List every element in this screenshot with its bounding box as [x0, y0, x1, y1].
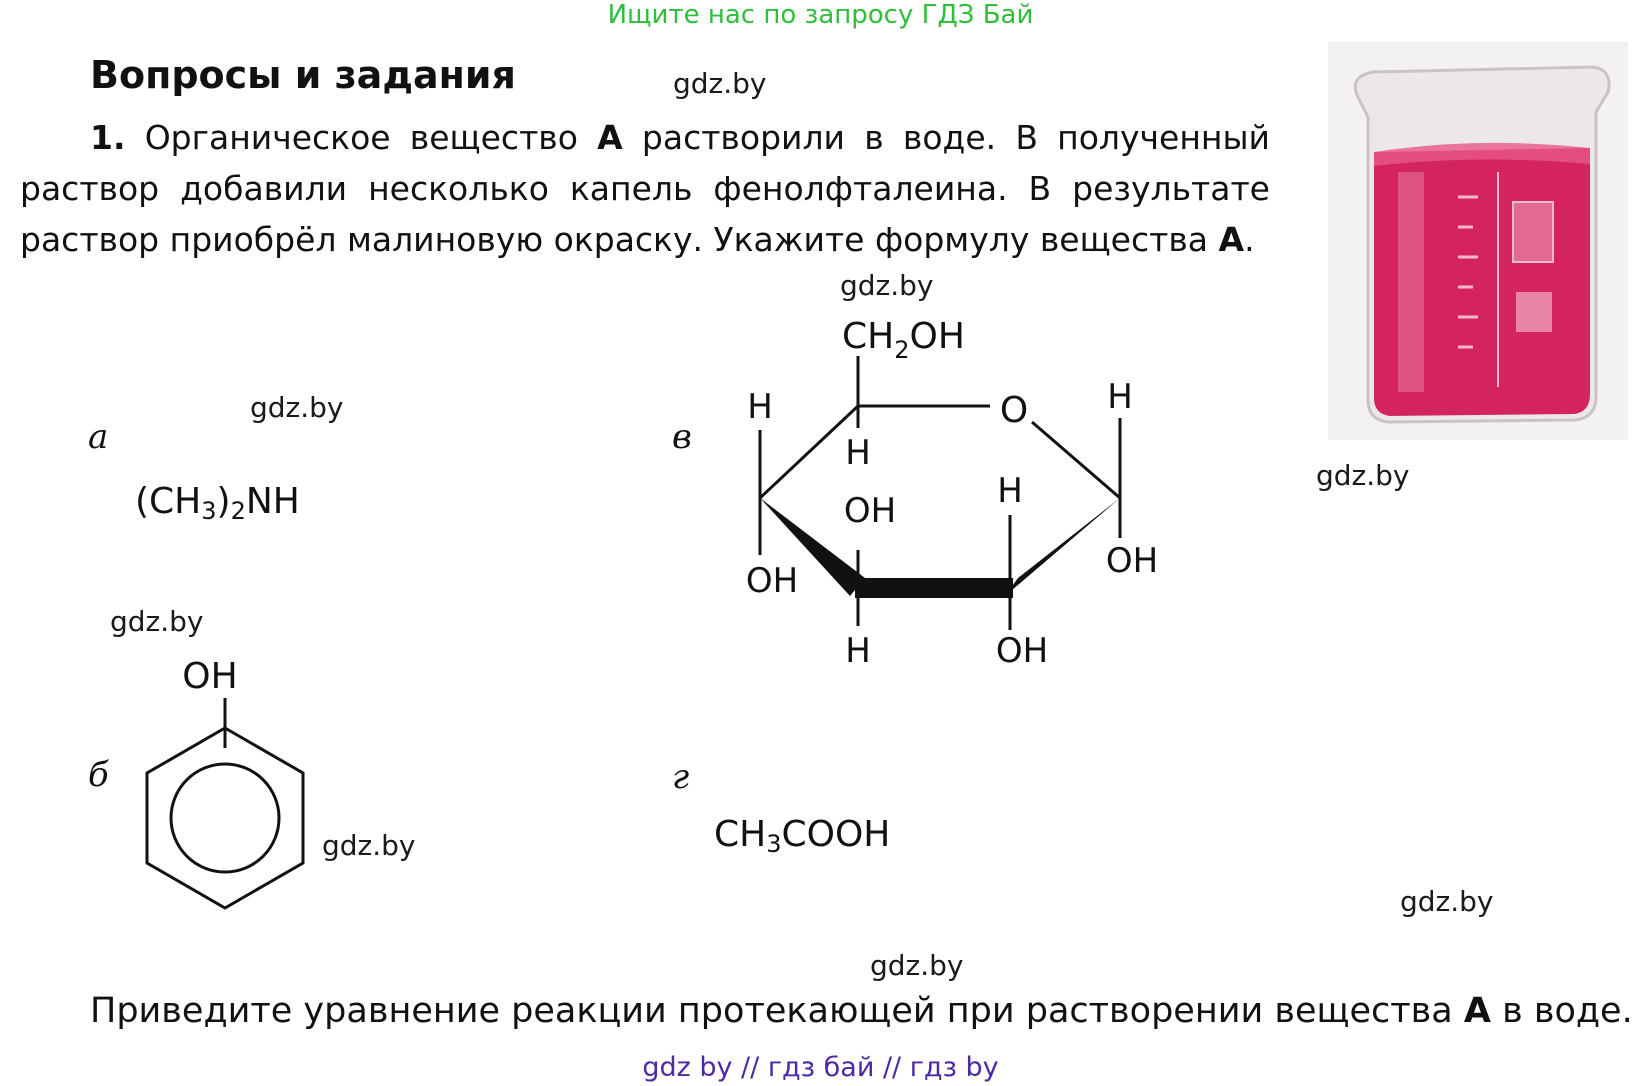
formula-part: CH: [714, 814, 767, 855]
question: [90, 990, 1633, 1032]
option-a-label: а: [88, 417, 109, 457]
top-banner: Ищите нас по запросу ГДЗ Бай: [607, 0, 1034, 30]
watermark: gdz.by: [1316, 459, 1410, 492]
section-title: Вопросы и задания: [90, 53, 516, 97]
option-g-label: г: [672, 757, 690, 797]
task-text-1: Органическое вещество: [125, 118, 598, 157]
atom-oh: OH: [1105, 541, 1159, 581]
footer-links: gdz by // гдз бай // гдз by: [642, 1052, 999, 1083]
watermark: gdz.by: [870, 949, 964, 982]
phenol-structure: [130, 650, 320, 920]
watermark: gdz.by: [322, 829, 416, 862]
atom-oh: OH: [995, 631, 1049, 671]
option-a-formula: [135, 481, 300, 525]
task-text-2: растворили в воде. В полученный раствор добавили несколько капель фенолфталеина. В результате раствор приобрёл малиновую окраску. Укажите формулу вещества: [20, 118, 1271, 259]
watermark: gdz.by: [673, 67, 767, 100]
atom-h: H: [997, 471, 1023, 511]
task-substance: А: [597, 118, 623, 157]
question-substance: А: [1463, 991, 1491, 1031]
phenol-oh: OH: [182, 656, 238, 697]
task-end: .: [1244, 220, 1255, 259]
task-number: 1.: [90, 118, 126, 157]
option-g-formula: [714, 814, 891, 858]
option-b-label: б: [88, 755, 109, 795]
formula-part: ): [216, 481, 231, 522]
atom-h: H: [1107, 377, 1133, 417]
formula-part: (CH: [135, 481, 202, 522]
question-text-1: Приведите уравнение реакции протекающей при растворении вещества: [90, 991, 1464, 1031]
option-v-label: в: [672, 417, 692, 457]
task-1: [20, 112, 1270, 265]
watermark: gdz.by: [1400, 885, 1494, 918]
formula-part: COOH: [781, 814, 891, 855]
task-substance-2: А: [1218, 220, 1245, 259]
svg-text:CH2OH: [842, 316, 965, 364]
formula-part: NH: [245, 481, 300, 522]
atom-h: H: [845, 433, 871, 473]
atom-h: H: [747, 387, 773, 427]
atom-h: H: [845, 631, 871, 671]
glucose-structure: [700, 300, 1180, 720]
atom-oh: OH: [745, 561, 799, 601]
question-text-2: в воде.: [1490, 991, 1633, 1031]
ch2oh-part: CH: [842, 316, 895, 357]
ring-oxygen: O: [999, 390, 1029, 431]
formula-subscript: 3: [201, 497, 217, 525]
formula-subscript: 3: [766, 830, 782, 858]
watermark: gdz.by: [840, 269, 934, 302]
watermark: gdz.by: [250, 391, 344, 424]
beaker-icon: [1328, 42, 1628, 440]
ch2oh-part: OH: [909, 316, 965, 357]
ch2oh-subscript: 2: [894, 336, 910, 364]
watermark: gdz.by: [110, 605, 204, 638]
atom-oh: OH: [843, 491, 897, 531]
formula-subscript: 2: [230, 497, 246, 525]
